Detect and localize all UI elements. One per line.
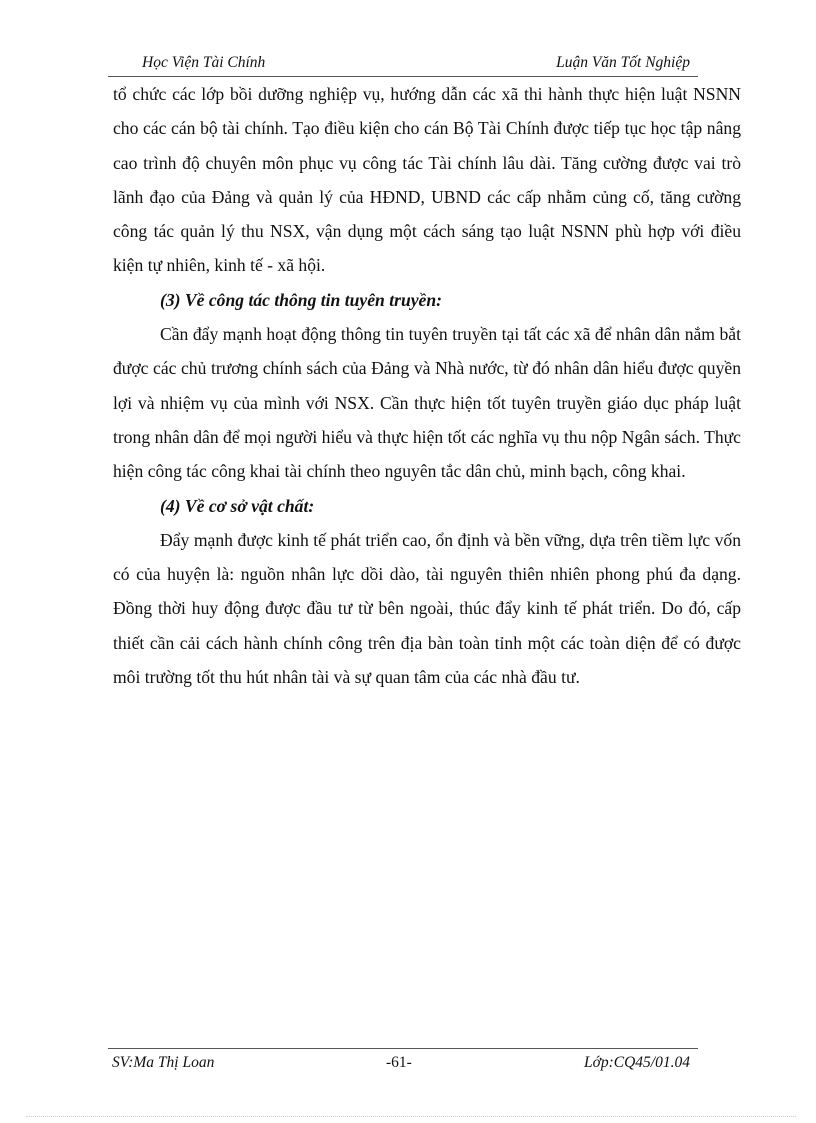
body-paragraph-1: tổ chức các lớp bồi dưỡng nghiệp vụ, hướng dẫn các xã thi hành thực hiện luật NSNN cho các cán bộ tài chính. Tạo điều kiện cho cán Bộ Tài Chính được tiếp tục học tập nâng cao trình độ chuyên môn phục vụ công tác Tài chính lâu dài. Tăng cường được vai trò lãnh đạo của Đảng và quản lý của HĐND, UBND các cấp nhằm củng cố, tăng cường công tác quản lý thu NSX, vận dụng một cách sáng tạo luật NSNN phù hợp với điều kiện tự nhiên, kinh tế - xã hội.: [113, 84, 741, 276]
section-heading-3: (3) Về công tác thông tin tuyên truyền:: [160, 289, 442, 310]
page-body: [113, 77, 741, 694]
page-number: -61-: [386, 1054, 412, 1071]
section-heading-4: (4) Về cơ sở vật chất:: [160, 495, 315, 516]
body-paragraph-3: Đẩy mạnh được kinh tế phát triển cao, ổn định và bền vững, dựa trên tiềm lực vốn có của huyện là: nguồn nhân lực dồi dào, tài nguyên thiên nhiên phong phú đa dạng. Đồng thời huy động được đầu tư từ bên ngoài, thúc đẩy kinh tế phát triển. Do đó, cấp thiết cần cải cách hành chính công trên địa bàn toàn tỉnh một các toàn diện để có được môi trường tốt thu hút nhân tài và sự quan tâm của các nhà đầu tư.: [113, 529, 741, 688]
page-header: [108, 50, 698, 78]
footer-divider: [108, 1048, 698, 1049]
footer-student-name: SV:Ma Thị Loan: [112, 1054, 215, 1071]
header-institution: Học Viện Tài Chính: [142, 54, 266, 71]
header-thesis-title: Luận Văn Tốt Nghiệp: [556, 54, 690, 71]
body-paragraph-2: Cần đẩy mạnh hoạt động thông tin tuyên truyền tại tất các xã để nhân dân nắm bắt được các chủ trương chính sách của Đảng và Nhà nước, từ đó nhân dân hiểu được quyền lợi và nhiệm vụ của mình với NSX. Cần thực hiện tốt tuyên truyền giáo dục pháp luật trong nhân dân để mọi người hiểu và thực hiện tốt các nghĩa vụ thu nộp Ngân sách. Thực hiện công tác công khai tài chính theo nguyên tắc dân chủ, minh bạch, công khai.: [113, 324, 741, 482]
page-footer: [108, 1048, 698, 1078]
footer-class-code: Lớp:CQ45/01.04: [583, 1054, 690, 1071]
page-bottom-edge: [26, 1116, 796, 1117]
